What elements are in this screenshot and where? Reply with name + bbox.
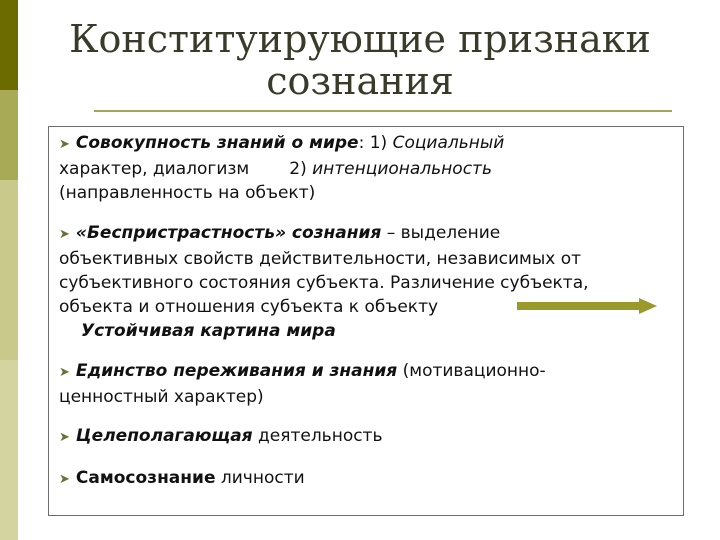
left-bar-segment-lightest xyxy=(0,360,18,540)
list-item-knowledge xyxy=(59,131,674,205)
item-lead: Единство переживания и знания xyxy=(75,361,398,381)
item-emphasis: Устойчивая картина мира xyxy=(81,321,336,341)
title-underline xyxy=(94,110,672,112)
list-item-line xyxy=(59,157,674,181)
arrowhead-bullet-icon: ➤ xyxy=(59,137,70,152)
item-point-text: интенциональность xyxy=(312,159,492,179)
item-lead: Целеполагающая xyxy=(75,426,253,446)
arrowhead-bullet-icon: ➤ xyxy=(59,227,70,242)
item-point-number: 2) xyxy=(289,159,313,179)
arrowhead-bullet-icon: ➤ xyxy=(59,472,70,487)
list-item-line xyxy=(59,359,674,385)
left-bar-segment-mid xyxy=(0,90,18,180)
item-point-text: Социальный xyxy=(392,133,505,153)
item-lead: «Беспристрастность» сознания xyxy=(75,223,382,243)
left-bar-segment-dark xyxy=(0,0,18,90)
arrowhead-bullet-icon: ➤ xyxy=(59,430,70,445)
list-item-line xyxy=(59,131,674,157)
list-item-line xyxy=(59,319,674,343)
item-text: (направленность на объект) xyxy=(59,183,316,203)
item-text: ценностный характер) xyxy=(59,387,264,407)
item-text: характер, диалогизм xyxy=(59,159,250,179)
item-text: объекта и отношения субъекта к объекту xyxy=(59,297,439,317)
item-text: объективных свойств действительности, независимых от xyxy=(59,249,582,269)
item-text: – выделение xyxy=(381,223,501,243)
slide-title xyxy=(40,18,680,102)
arrowhead-bullet-icon: ➤ xyxy=(59,365,70,380)
right-arrow-icon xyxy=(517,298,657,314)
list-item-self-awareness xyxy=(59,466,674,492)
item-colon: : xyxy=(358,133,365,153)
title-line-2: сознания xyxy=(266,59,454,103)
list-item-goal-setting xyxy=(59,424,674,450)
item-point-number: 1) xyxy=(364,133,393,153)
list-item-line xyxy=(59,221,674,247)
item-text: субъективного состояния субъекта. Различение субъекта, xyxy=(59,273,589,293)
decorative-left-bar xyxy=(0,0,18,540)
list-item-unity xyxy=(59,359,674,409)
item-text: (мотивационно- xyxy=(397,361,546,381)
item-lead: Совокупность знаний о мире xyxy=(75,133,359,153)
left-bar-segment-light xyxy=(0,180,18,360)
item-text: деятельность xyxy=(252,426,383,446)
content-box xyxy=(48,126,684,516)
list-item-impartiality xyxy=(59,221,674,343)
title-line-1: Конституирующие признаки xyxy=(69,17,651,61)
item-text: личности xyxy=(215,468,305,488)
item-lead: Самосознание xyxy=(75,468,216,488)
